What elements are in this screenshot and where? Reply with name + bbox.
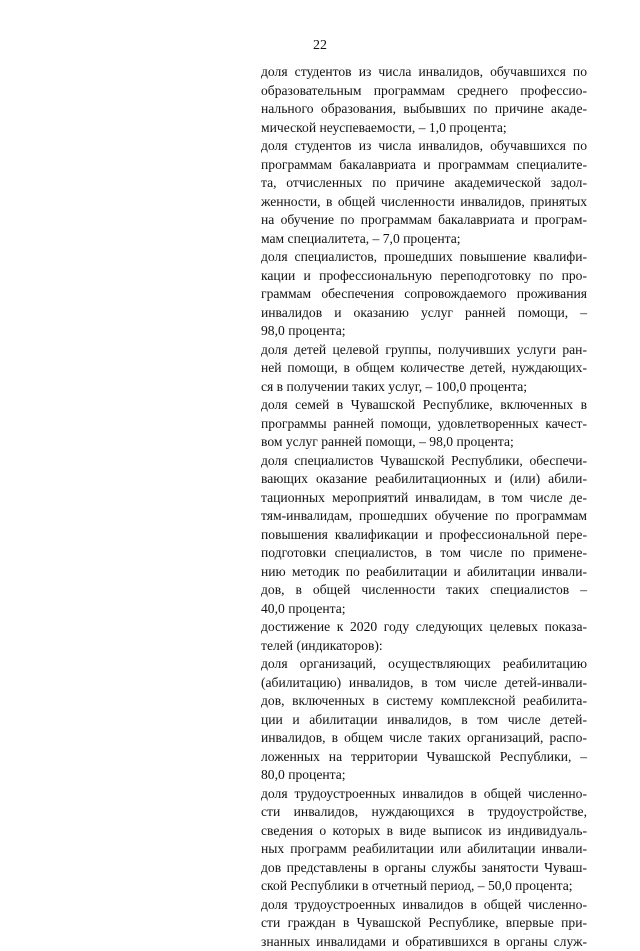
text-line: доля студентов из числа инвалидов, обучавшихся по	[261, 63, 587, 82]
text-line: граммам обеспечения сопровождаемого проживания	[261, 285, 587, 304]
text-line: телей (индикаторов):	[261, 637, 587, 656]
text-line: на обучение по программам бакалавриата и програм-	[261, 211, 587, 230]
text-line: доля специалистов Чувашской Республики, обеспечи-	[261, 452, 587, 471]
text-line: подготовки специалистов, в том числе по примене-	[261, 544, 587, 563]
text-line: повышения квалификации и профессиональной пере-	[261, 526, 587, 545]
text-line: доля трудоустроенных инвалидов в общей численно-	[261, 896, 587, 915]
text-line: доля специалистов, прошедших повышение квалифи-	[261, 248, 587, 267]
text-line: сти граждан в Чувашской Республике, впервые при-	[261, 914, 587, 933]
text-line: 40,0 процента;	[261, 600, 587, 619]
text-line: ской Республики в отчетный период, – 50,0 процента;	[261, 877, 587, 896]
text-line: дов представлены в органы службы занятости Чуваш-	[261, 859, 587, 878]
text-line: тям-инвалидам, прошедших обучение по программам	[261, 507, 587, 526]
text-line: нального образования, выбывших по причине акаде-	[261, 100, 587, 119]
text-line: 98,0 процента;	[261, 322, 587, 341]
page-number: 22	[0, 38, 640, 54]
text-line: ложенных на территории Чувашской Республики, –	[261, 748, 587, 767]
text-line: ся в получении таких услуг, – 100,0 процента;	[261, 378, 587, 397]
text-line: (абилитацию) инвалидов, в том числе детей-инвали-	[261, 674, 587, 693]
text-line: нию методик по реабилитации и абилитации инвали-	[261, 563, 587, 582]
text-line: программы ранней помощи, удовлетворенных качест-	[261, 415, 587, 434]
text-line: инвалидов, в общем числе таких организаций, распо-	[261, 729, 587, 748]
text-line: сти инвалидов, нуждающихся в трудоустройстве,	[261, 803, 587, 822]
text-line: доля семей в Чувашской Республике, включенных в	[261, 396, 587, 415]
text-line: женности, в общей численности инвалидов, принятых	[261, 193, 587, 212]
text-line: мической неуспеваемости, – 1,0 процента;	[261, 119, 587, 138]
text-line: ных программ реабилитации или абилитации инвали-	[261, 840, 587, 859]
text-line: вом услуг ранней помощи, – 98,0 процента;	[261, 433, 587, 452]
text-line: доля трудоустроенных инвалидов в общей численно-	[261, 785, 587, 804]
text-line: ней помощи, в общем количестве детей, нуждающих-	[261, 359, 587, 378]
text-line: программам бакалавриата и программам специалите-	[261, 156, 587, 175]
text-line: вающих оказание реабилитационных и (или) абили-	[261, 470, 587, 489]
text-line: дов, включенных в систему комплексной реабилита-	[261, 692, 587, 711]
text-line: доля студентов из числа инвалидов, обучавшихся по	[261, 137, 587, 156]
text-line: достижение к 2020 году следующих целевых показа-	[261, 618, 587, 637]
text-line: 80,0 процента;	[261, 766, 587, 785]
text-line: тационных мероприятий инвалидам, в том числе де-	[261, 489, 587, 508]
text-line: сведения о которых в виде выписок из индивидуаль-	[261, 822, 587, 841]
text-line: доля детей целевой группы, получивших услуги ран-	[261, 341, 587, 360]
text-line: дов, в общей численности таких специалистов –	[261, 581, 587, 600]
text-line: доля организаций, осуществляющих реабилитацию	[261, 655, 587, 674]
text-line: знанных инвалидами и обратившихся в органы служ-	[261, 933, 587, 951]
text-line: та, отчисленных по причине академической задол-	[261, 174, 587, 193]
text-line: ции и абилитации инвалидов, в том числе детей-	[261, 711, 587, 730]
body-text	[261, 63, 587, 951]
text-line: образовательным программам среднего профессио-	[261, 82, 587, 101]
text-line: мам специалитета, – 7,0 процента;	[261, 230, 587, 249]
text-line: кации и профессиональную переподготовку по про-	[261, 267, 587, 286]
text-line: инвалидов и оказанию услуг ранней помощи, –	[261, 304, 587, 323]
